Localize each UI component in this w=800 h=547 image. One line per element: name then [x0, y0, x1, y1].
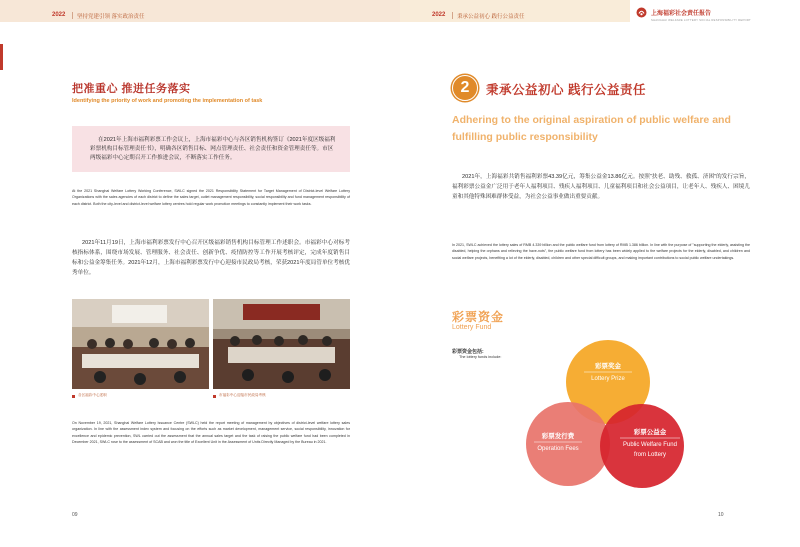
- venn-label-prize-cn: 彩票奖金: [595, 363, 621, 370]
- welfare-lottery-logo-icon: [636, 7, 647, 18]
- photo-district-report: [72, 299, 209, 389]
- venn-label-prize-en: Lottery Prize: [591, 376, 625, 382]
- right-header-separator: [452, 12, 453, 19]
- photo-caption-1: 各区福彩中心述职: [78, 393, 107, 397]
- left-header-section: 坚持党建引领 落实政治责任: [77, 14, 145, 20]
- right-para1-cn: 2021年，上海福彩共销售福利彩票43.39亿元，筹集公益金13.86亿元。按照“扶老、助残、救孤、济困”的发行宗旨，福利彩票公益金广泛用于老年人福利项目、残疾人福利项目、儿童福利项目和社会公益项目，让老年人、残疾人、困境儿童和其他特殊困难群体受益，为社会公益事业做出重要贡献。: [452, 174, 750, 200]
- fund-includes-label: 彩票资金包括:: [452, 349, 484, 355]
- lottery-fund-venn-diagram: [510, 332, 700, 502]
- venn-circle-operation: [526, 402, 610, 486]
- highlight-box: [72, 126, 350, 172]
- logo-title: 上海福彩社会责任报告: [651, 10, 712, 17]
- left-page-title: 把准重心 推进任务落实: [72, 83, 191, 95]
- venn-label-operation-en: Operation Fees: [537, 446, 579, 452]
- caption-marker-1: [72, 395, 75, 398]
- photo-caption-2: 市福彩中心迎接市民政局考核: [219, 393, 266, 397]
- left-page-number: 09: [72, 512, 78, 518]
- section-number-badge: 2: [452, 75, 478, 101]
- venn-label-welfare-en-1: Public Welfare Fund: [623, 442, 677, 448]
- report-logo: [636, 6, 786, 18]
- left-header-year: 2022: [52, 12, 66, 18]
- caption-marker-2: [213, 395, 216, 398]
- right-para1-en: In 2021, SWLC achieved the lottery sales of RMB 4.339 billion and the public welfare fund from lottery of RMB 1.386 billion. In line with the purpose of "supporting the elderly, assisting the disabled, helping the orphans and relieving the have-nots", the public welfare fund from lottery has been widely applied to the welfare projects for the elderly, disabled, and children and social welfare projects, benefiting a lot of the elderly, disabled, children and other special difficult groups, and making important contributions to social public welfare undertakings.: [452, 243, 750, 260]
- right-page-title: 秉承公益初心 践行公益责任: [486, 83, 646, 97]
- left-para2-cn: 2021年11月19日，上海市福利彩票发行中心召开区级福彩销售机构目标管理工作述职会。市福彩中心对标考核指标体系，围绕市场发展、管理服务、社会责任、创新争优、疫情防控等工作开展考核评定，完成年度销售目标和公益金筹集任务。2021年12月，上海市福利彩票发行中心迎接市民政局考核，荣获2021年度局管单位考核优秀单位。: [72, 240, 350, 276]
- meeting-photo-2-image: [213, 299, 350, 389]
- venn-label-welfare-cn: 彩票公益金: [633, 429, 667, 436]
- highlight-text: 在2021年上海市福利彩票工作会议上，上海市福彩中心与各区销售机构签订《2021年度区级福利彩票机构目标管理责任书》，明确各区销售目标、网点管理责任、社会责任和资金管理责任等。市区两级福彩中心定期召开工作推进会议，不断落实工作任务。: [90, 137, 336, 161]
- meeting-photo-1-image: [72, 299, 209, 389]
- right-page-number: 10: [718, 512, 724, 518]
- venn-label-operation-cn: 彩票发行费: [541, 433, 575, 440]
- right-page-title-en: Adhering to the original aspiration of public welfare and fulfilling public responsibility: [452, 114, 731, 143]
- right-header-section: 秉承公益初心 践行公益责任: [457, 14, 525, 20]
- lottery-fund-title: 彩票资金: [452, 310, 505, 324]
- right-header-year: 2022: [432, 12, 446, 18]
- left-header-separator: [72, 12, 73, 19]
- venn-label-welfare-en-2: from Lottery: [633, 452, 667, 458]
- left-page-subtitle: Identifying the priority of work and promoting the implementation of task: [72, 98, 263, 104]
- left-para1-en: At the 2021 Shanghai Welfare Lottery Working Conference, SWLC signed the 2021 Responsibility Statement for Target Management of District-level Welfare Lottery Organizations with the sales agencies of each district to define the sales target, outlet management responsibility, social responsibility and fund management responsibility of each district. Both the city-level and district-level welfare lottery centres hold regular work promotion meetings to constantly implement their work tasks.: [72, 189, 350, 206]
- left-header-band: [0, 0, 400, 22]
- logo-subtitle: SHANGHAI WELFARE LOTTERY SOCIAL RESPONSIBILITY REPORT: [651, 18, 751, 22]
- left-side-tab: [0, 44, 3, 70]
- photo-bureau-assessment: [213, 299, 350, 389]
- lottery-fund-title-en: Lottery Fund: [452, 324, 492, 331]
- left-para3-en: On November 19, 2021, Shanghai Welfare Lottery Issuance Centre (SWLC) held the report meeting of management by objectives of district-level welfare lottery sales organization. In line with the assessment index system and focusing on the efforts such as market development, management service, social responsibility, innovation for excellence and epidemic prevention, SWL carried out the assessment that the annual sales target and the task of raising the public welfare fund had been completed in December 2021, SWLC rose to the assessment of SCAB and won the title of Excellent Unit in the Assessment of Units Directly Managed by the Bureau in 2021.: [72, 421, 350, 444]
- fund-includes-label-en: The lottery funds include:: [459, 355, 502, 359]
